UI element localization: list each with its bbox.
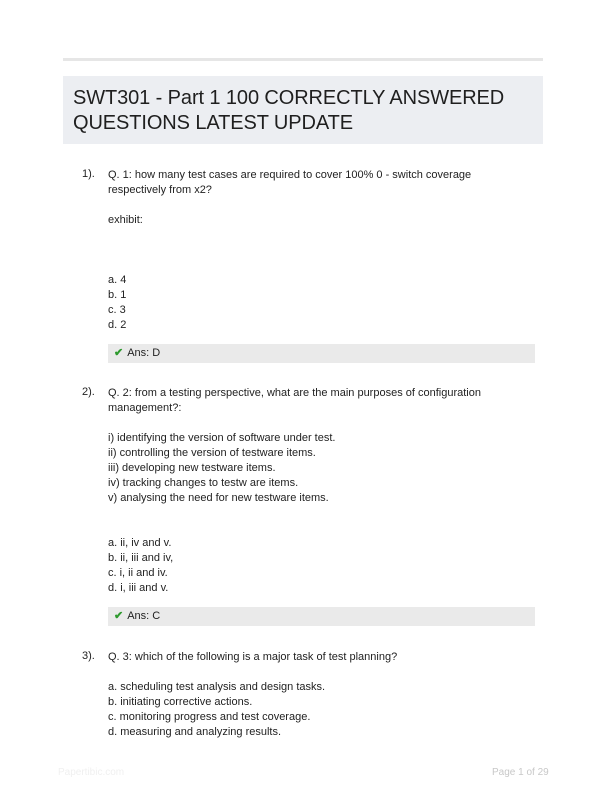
- top-divider: [63, 58, 543, 61]
- title-banner: [63, 76, 543, 144]
- question-body: [108, 386, 528, 596]
- option-c: c. i, ii and iv.: [108, 567, 168, 579]
- option-d: d. measuring and analyzing results.: [108, 726, 282, 738]
- statement-iii: iii) developing new testware items.: [108, 462, 276, 474]
- question-number: 1).: [82, 168, 95, 180]
- option-d: d. 2: [108, 319, 127, 331]
- answer-bar: [108, 607, 535, 626]
- statement-ii: ii) controlling the version of testware items.: [108, 447, 316, 459]
- question-text: Q. 3: which of the following is a major task of test planning?: [108, 651, 398, 663]
- footer-watermark: Papertibic.com: [58, 767, 125, 778]
- option-d: d. i, iii and v.: [108, 582, 169, 594]
- answer-bar: [108, 344, 535, 363]
- checkmark-icon: ✔: [114, 610, 124, 622]
- option-b: b. initiating corrective actions.: [108, 696, 253, 708]
- question-body: [108, 650, 528, 740]
- question-text: Q. 1: how many test cases are required to cover 100% 0 - switch coverage respectively from x2?: [108, 169, 472, 196]
- statement-v: v) analysing the need for new testware items.: [108, 492, 329, 504]
- option-b: b. ii, iii and iv,: [108, 552, 174, 564]
- statement-i: i) identifying the version of software under test.: [108, 432, 336, 444]
- exhibit-label: exhibit:: [108, 214, 143, 226]
- option-c: c. 3: [108, 304, 126, 316]
- question-number: 2).: [82, 386, 95, 398]
- statement-iv: iv) tracking changes to testw are items.: [108, 477, 299, 489]
- checkmark-icon: ✔: [114, 347, 124, 359]
- option-a: a. scheduling test analysis and design tasks.: [108, 681, 326, 693]
- answer-text: Ans: D: [127, 347, 161, 359]
- option-a: a. ii, iv and v.: [108, 537, 172, 549]
- question-number: 3).: [82, 650, 95, 662]
- question-text: Q. 2: from a testing perspective, what are the main purposes of configuration management?:: [108, 387, 481, 414]
- question-body: [108, 168, 528, 333]
- document-title: SWT301 - Part 1 100 CORRECTLY ANSWERED QUESTIONS LATEST UPDATE: [73, 87, 505, 134]
- answer-text: Ans: C: [127, 610, 161, 622]
- option-c: c. monitoring progress and test coverage.: [108, 711, 311, 723]
- page-number: Page 1 of 29: [492, 767, 549, 778]
- option-a: a. 4: [108, 274, 127, 286]
- option-b: b. 1: [108, 289, 127, 301]
